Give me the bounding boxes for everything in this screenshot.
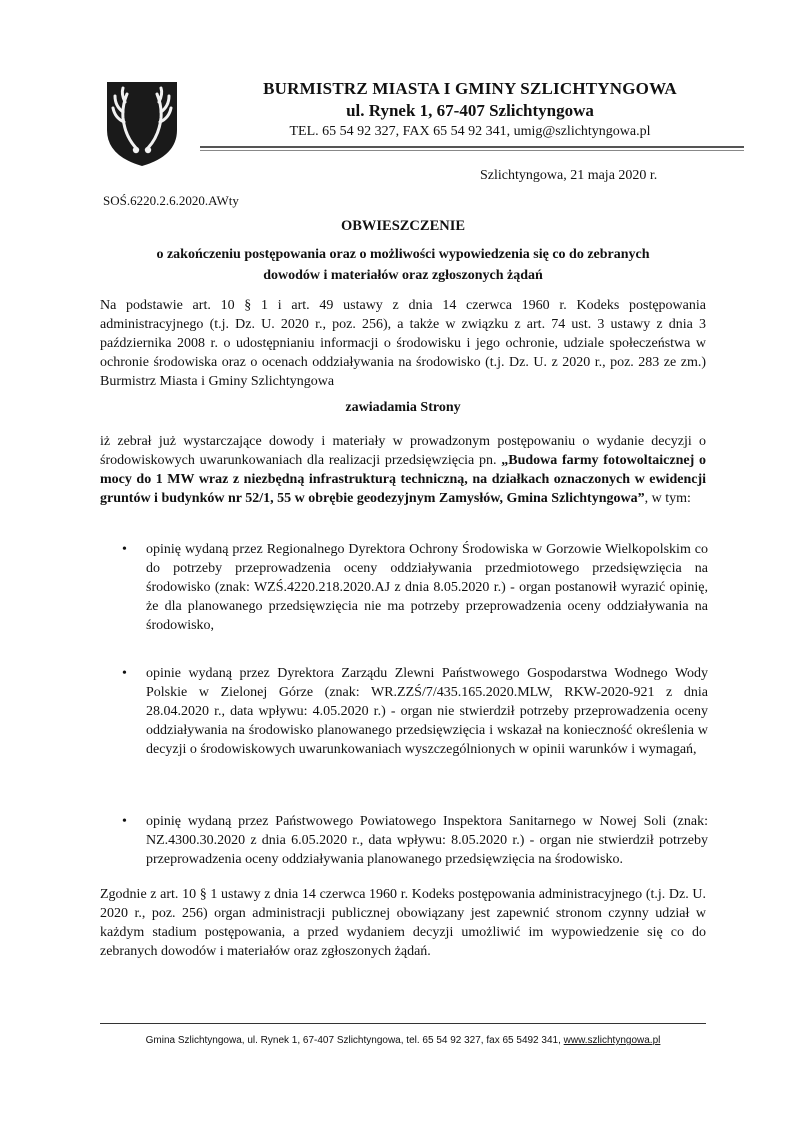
issuer-contact: TEL. 65 54 92 327, FAX 65 54 92 341, umig@szlichtyngowa.pl [289, 124, 651, 139]
footer-website-link[interactable]: www.szlichtyngowa.pl [563, 1035, 661, 1046]
issuer-title: BURMISTRZ MIASTA I GMINY SZLICHTYNGOWA [263, 79, 677, 98]
header-rule-thin [200, 150, 744, 151]
place-date: Szlichtyngowa, 21 maja 2020 r. [480, 168, 658, 183]
list-item [118, 664, 708, 759]
list-item-text: opinię wydaną przez Regionalnego Dyrektora Ochrony Środowiska w Gorzowie Wielkopolskim co do potrzeby przeprowadzenia oceny oddziaływania przedmiotowego przedsięwzięcia na środowisko (znak: WZŚ.4220.218.2020.AJ z dnia 8.05.2020 r.) - organ postanowił wyrazić opinię, że dla planowanego przedsięwzięcia nie ma potrzeby przeprowadzenia oceny oddziaływania na środowisko, [146, 542, 708, 633]
subtitle-line: o zakończeniu postępowania oraz o możliwości wypowiedzenia się co do zebranych [156, 247, 650, 262]
project-name: „Budowa farmy fotowoltaicznej o mocy do 1 MW wraz z niezbędną infrastrukturą techniczną, na działkach oznaczonych w ewidencji gruntów i budynków nr 52/1, 55 w obrębie geodezyjnym Zamysłów, Gmina Szlichtyngowa” [100, 453, 706, 506]
document-title: OBWIESZCZENIE [340, 218, 466, 234]
legal-basis-paragraph: Na podstawie art. 10 § 1 i art. 49 ustawy z dnia 14 czerwca 1960 r. Kodeks postępowania administracyjnego (t.j. Dz. U. 2020 r., poz. 256), a także w związku z art. 74 ust. 3 ustawy z dnia 3 października 2008 r. o udostępnianiu informacji o środowisku i jego ochronie, udziale społeczeństwa w ochronie środowiska oraz o ocenach oddziaływania na środowisko (t.j. Dz. U. z 2020 r., poz. 283 ze zm.) Burmistrz Miasta i Gminy Szlichtyngowa [100, 298, 706, 389]
subtitle-line: dowodów i materiałów oraz zgłoszonych żądań [263, 268, 543, 283]
opinion-list [118, 540, 708, 635]
bullet-icon: • [122, 666, 127, 681]
notice-paragraph [100, 432, 706, 508]
list-item-text: opinie wydaną przez Dyrektora Zarządu Zlewni Państwowego Gospodarstwa Wodnego Wody Polskie w Zielonej Górze (znak: WR.ZZŚ/7/435.165.2020.MLW, RKW-2020-921 z dnia 28.04.2020 r., data wpływu: 4.05.2020 r.) - organ nie stwierdził potrzeby przeprowadzenia oceny oddziaływania na środowisko planowanego przedsięwzięcia i wskazał na konieczność określenia w decyzji o środowiskowych uwarunkowaniach wyszczególnionych w opinii warunków i wymagań, [146, 666, 708, 757]
closing-paragraph: Zgodnie z art. 10 § 1 ustawy z dnia 14 czerwca 1960 r. Kodeks postępowania administracyjnego (t.j. Dz. U. 2020 r., poz. 256) organ administracji publicznej obowiązany jest zapewnić stronom czynny udział w każdym stadium postępowania, a przed wydaniem decyzji umożliwić im wypowiedzenie się co do zebranych dowodów i materiałów oraz zgłoszonych żądań. [100, 887, 706, 959]
notice-tail: , w tym: [644, 491, 691, 506]
document-subtitle [100, 244, 706, 286]
notification-heading: zawiadamia Strony [345, 400, 461, 415]
coat-of-arms-antlers-icon [103, 78, 181, 168]
header-rule [200, 146, 744, 148]
footer-rule [100, 1023, 706, 1024]
list-item [118, 812, 708, 869]
footer [100, 1035, 706, 1046]
list-item-text: opinię wydaną przez Państwowego Powiatowego Inspektora Sanitarnego w Nowej Soli (znak: NZ.4300.30.2020 z dnia 6.05.2020 r., data wpływu: 8.05.2020 r.) - organ nie stwierdził potrzeby przeprowadzenia oceny oddziaływania planowanego przedsięwzięcia na środowisko. [146, 814, 708, 867]
footer-text: Gmina Szlichtyngowa, ul. Rynek 1, 67-407 Szlichtyngowa, tel. 65 54 92 327, fax 65 5492 341, [145, 1035, 564, 1046]
opinion-list [118, 812, 708, 869]
list-item [118, 540, 708, 635]
issuer-address: ul. Rynek 1, 67-407 Szlichtyngowa [346, 101, 594, 120]
letterhead [200, 78, 740, 142]
reference-number: SOŚ.6220.2.6.2020.AWty [103, 193, 239, 208]
bullet-icon: • [122, 814, 127, 829]
notice-lead: iż zebrał już wystarczające dowody i materiały w prowadzonym postępowaniu o wydanie decyzji o środowiskowych uwarunkowaniach dla realizacji przedsięwzięcia pn. [100, 434, 706, 468]
bullet-icon: • [122, 542, 127, 557]
opinion-list [118, 664, 708, 759]
